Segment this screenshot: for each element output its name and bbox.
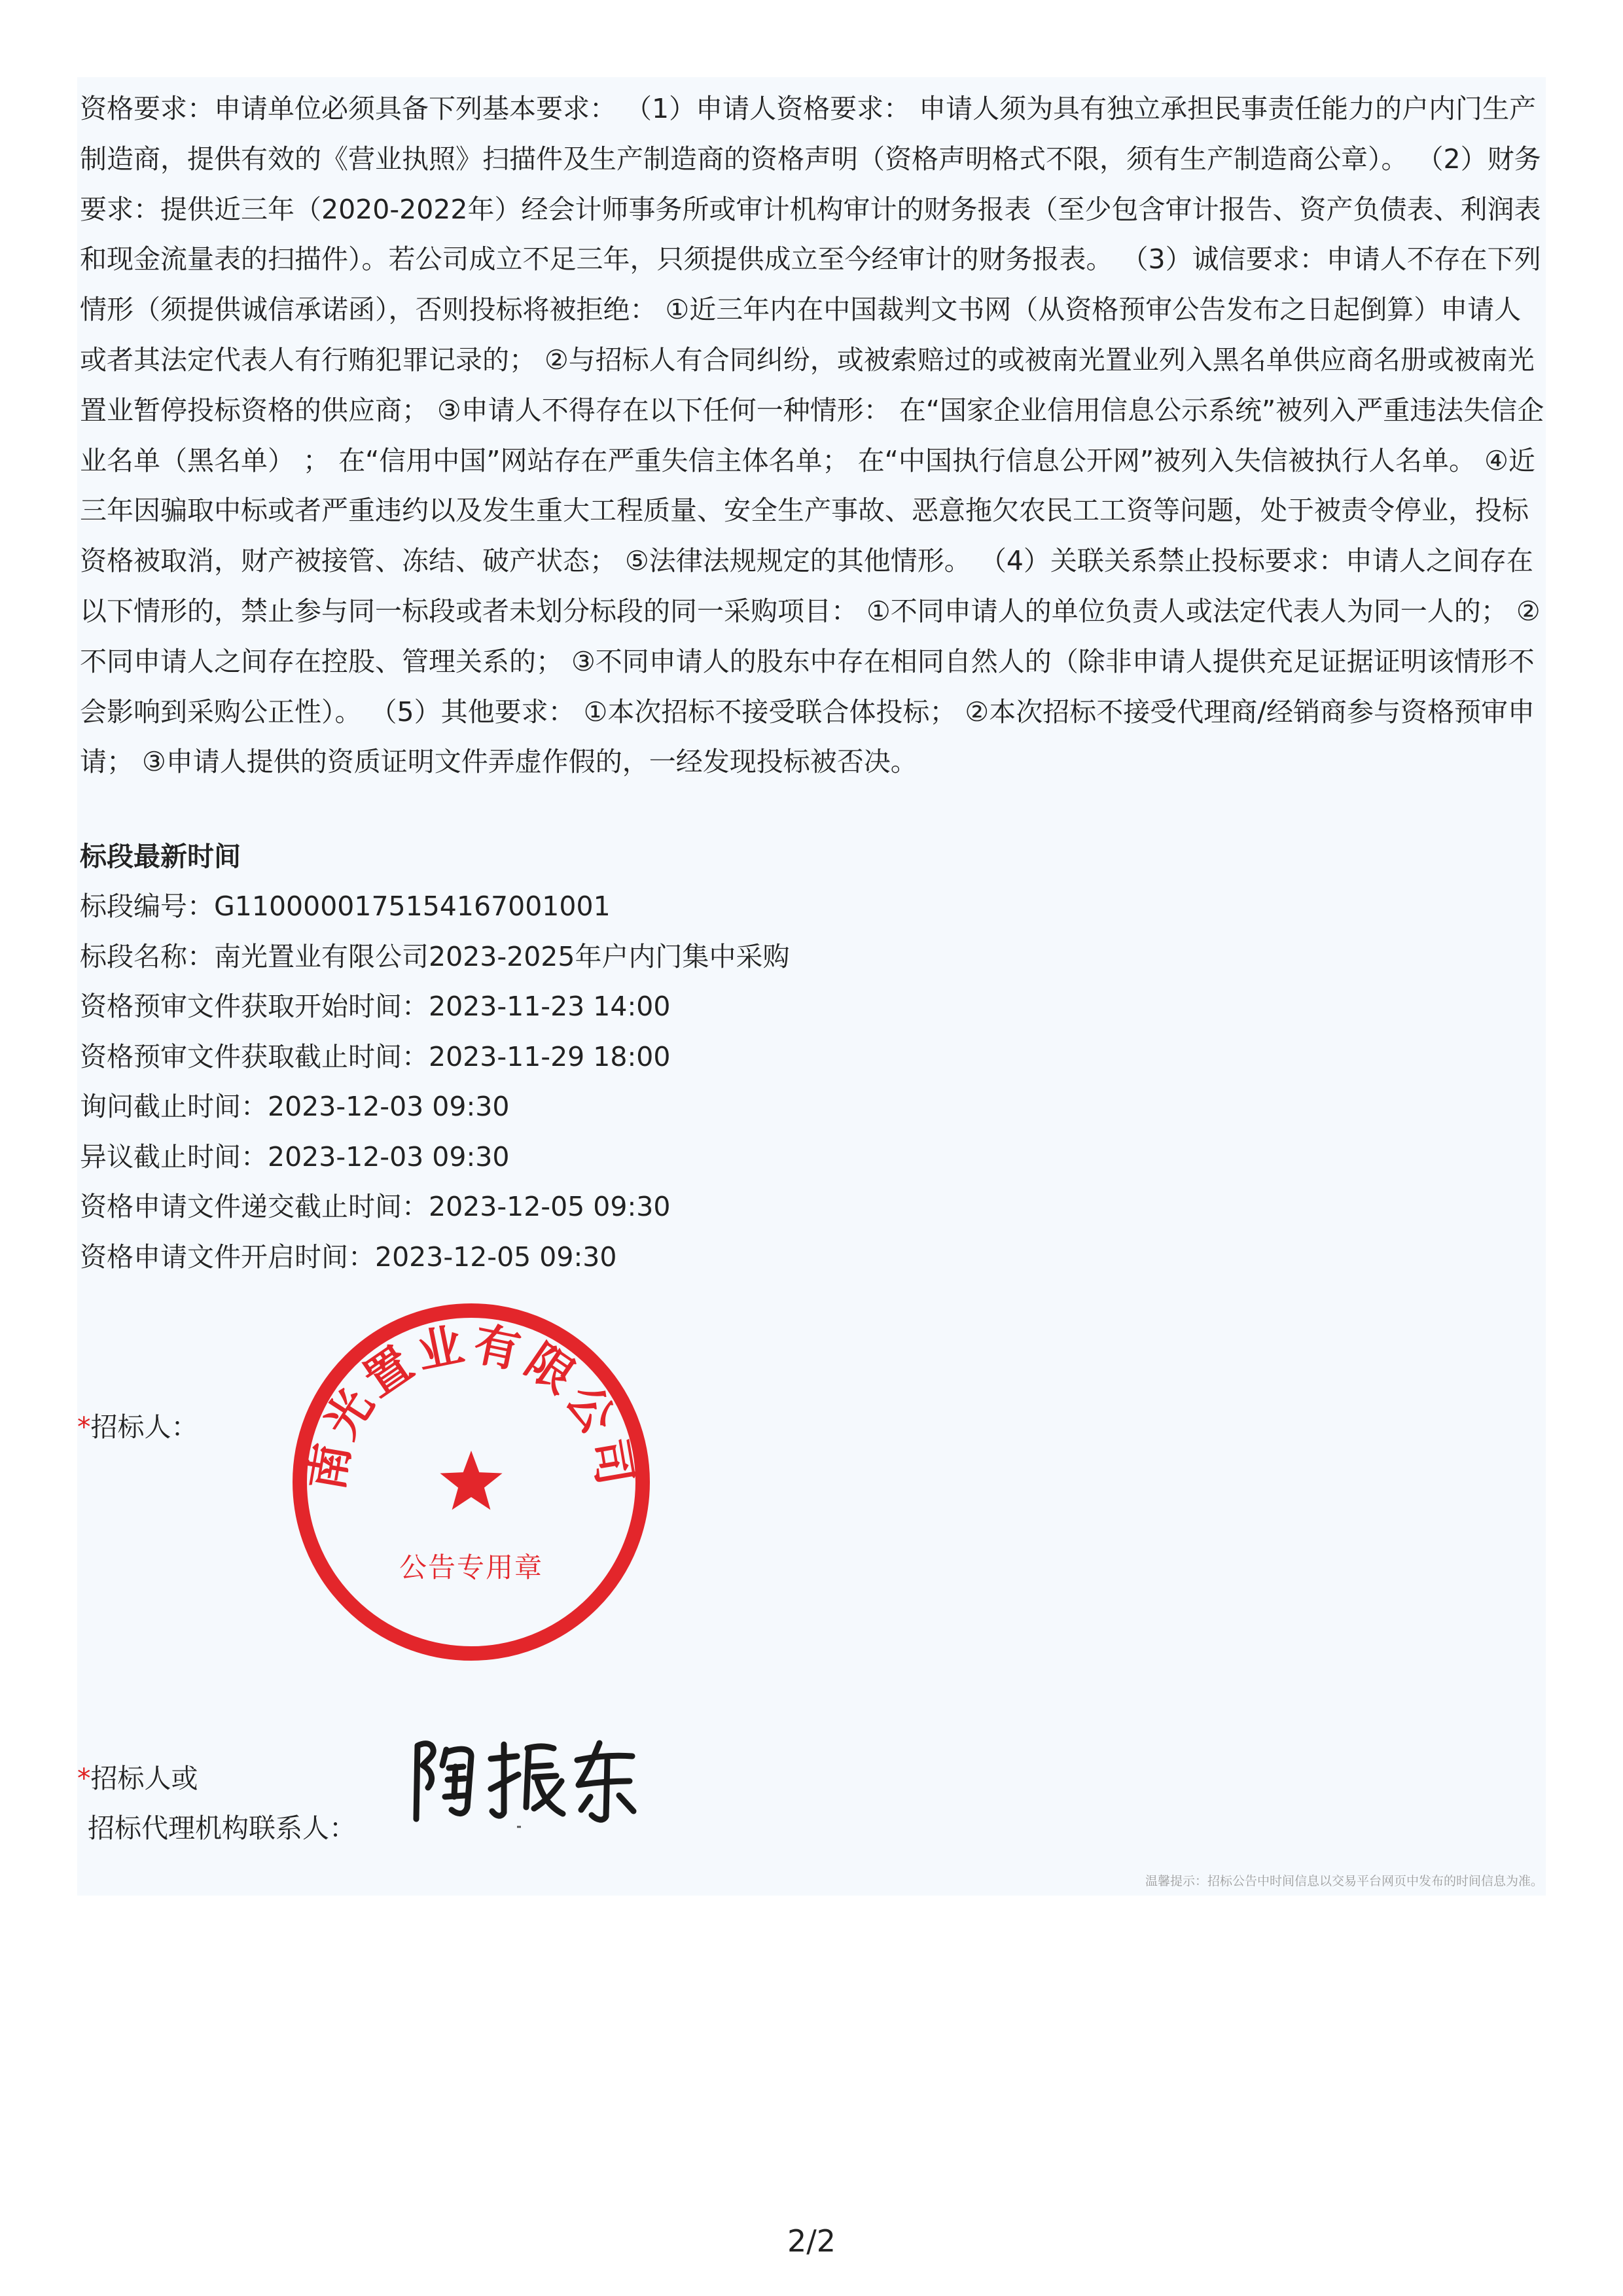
section-info-list <box>80 881 1520 1282</box>
info-label: 资格预审文件获取截止时间： <box>80 1040 429 1072</box>
section-heading: 标段最新时间 <box>80 841 241 872</box>
info-value: 2023-11-23 14:00 <box>429 991 671 1022</box>
seal-ring-text: 南光置业有限公司 <box>299 1316 643 1494</box>
info-row-doc-obtain-start <box>80 981 1520 1032</box>
contact-label-line1: *招标人或 <box>77 1763 198 1794</box>
seal-bottom-text: 公告专用章 <box>399 1551 544 1583</box>
info-value: G1100000175154167001001 <box>214 891 611 922</box>
info-label: 资格预审文件获取开始时间： <box>80 991 429 1022</box>
info-value: 2023-12-05 09:30 <box>375 1241 617 1273</box>
tenderer-label: *招标人： <box>77 1411 198 1443</box>
info-row-submission-deadline <box>80 1182 1520 1232</box>
info-row-opening-time <box>80 1232 1520 1282</box>
info-label: 标段名称： <box>80 940 214 972</box>
info-label: 询问截止时间： <box>80 1091 268 1122</box>
info-value: 南光置业有限公司2023-2025年户内门集中采购 <box>214 940 790 972</box>
handwritten-signature <box>406 1734 648 1832</box>
info-row-section-number <box>80 881 1520 932</box>
info-label: 资格申请文件开启时间： <box>80 1241 375 1273</box>
info-row-section-name <box>80 932 1520 982</box>
info-label: 资格申请文件递交截止时间： <box>80 1191 429 1222</box>
info-label: 标段编号： <box>80 891 214 922</box>
info-row-doc-obtain-end <box>80 1032 1520 1082</box>
info-value: 2023-12-05 09:30 <box>429 1191 671 1222</box>
required-mark: * <box>77 1411 91 1443</box>
info-row-objection-deadline <box>80 1132 1520 1182</box>
info-value: 2023-12-03 09:30 <box>268 1091 510 1122</box>
info-label: 异议截止时间： <box>80 1140 268 1173</box>
page-number: 2/2 <box>787 2223 836 2259</box>
info-row-inquiry-deadline <box>80 1082 1520 1132</box>
notice-text: 温馨提示：招标公告中时间信息以交易平台网页中发布的时间信息为准。 <box>1145 1874 1543 1888</box>
signature-text <box>0 0 1 1</box>
info-value: 2023-12-03 09:30 <box>268 1140 510 1173</box>
seal-star-icon <box>440 1451 502 1510</box>
info-value: 2023-11-29 18:00 <box>429 1040 671 1072</box>
company-seal <box>288 1299 654 1665</box>
qualification-requirements: 资格要求：申请单位必须具备下列基本要求： （1）申请人资格要求： 申请人须为具有独立承担民事责任能力的户内门生产制造商，提供有效的《营业执照》扫描件及生产制造商的资格声明（资格声明格式不限，须有生产制造商公章）。 （2）财务要求：提供近三年（2020-2022年）经会计师事务所或审计机构审计的财务报表（至少包含审计报告、资产负债表、利润表和现金流量表的扫描件）。若公司成立不足三年，只须提供成立至今经审计的财务报表。 （3）诚信要求：申请人不存在下列情形（须提供诚信承诺函），否则投标将被拒绝： ①近三年内在中国裁判文书网（从资格预审公告发布之日起倒算）申请人或者其法定代表人有行贿犯罪记录的； ②与招标人有合同纠纷，或被索赔过的或被南光置业列入黑名单供应商名册或被南光置业暂停投标资格的供应商； ③申请人不得存在以下任何一种情形： 在“国家企业信用信息公示系统”被列入严重违法失信企业名单（黑名单） ； 在“信用中国”网站存在严重失信主体名单； 在“中国执行信息公开网”被列入失信被执行人名单。 ④近三年因骗取中标或者严重违约以及发生重大工程质量、安全生产事故、恶意拖欠农民工工资等问题，处于被责令停业，投标资格被取消，财产被接管、冻结、破产状态； ⑤法律法规规定的其他情形。 （4）关联关系禁止投标要求：申请人之间存在以下情形的，禁止参与同一标段或者未划分标段的同一采购项目： ①不同申请人的单位负责人或法定代表人为同一人的； ②不同申请人之间存在控股、管理关系的； ③不同申请人的股东中存在相同自然人的（除非申请人提供充足证据证明该情形不会影响到采购公正性）。 （5）其他要求： ①本次招标不接受联合体投标； ②本次招标不接受代理商/经销商参与资格预审申请； ③申请人提供的资质证明文件弄虚作假的，一经发现投标被否决。 <box>80 93 1544 778</box>
contact-label-line2: 招标代理机构联系人： <box>88 1812 356 1844</box>
required-mark: * <box>77 1763 91 1794</box>
